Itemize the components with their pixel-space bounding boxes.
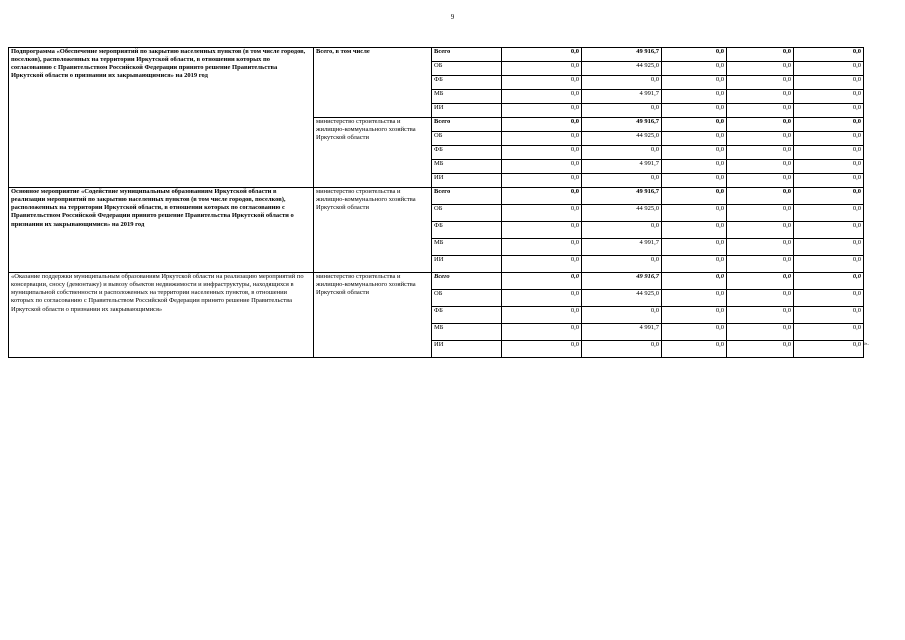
funding-amount: 0,0 [794,341,864,358]
funding-source: МБ [432,239,502,256]
table-row [9,188,864,205]
funding-amount: 0,0 [662,205,727,222]
funding-amount: 0,0 [662,104,727,118]
funding-amount: 0,0 [794,48,864,62]
responsible-executor: министерство строительства и жилищно-коммунального хозяйства Иркутской области [314,273,432,358]
funding-amount: 0,0 [582,76,662,90]
funding-amount: 4 991,7 [582,239,662,256]
funding-source: ФБ [432,222,502,239]
funding-amount: 0,0 [582,341,662,358]
funding-amount: 0,0 [794,132,864,146]
funding-amount: 0,0 [502,239,582,256]
funding-amount: 0,0 [794,222,864,239]
funding-amount: 0,0 [662,307,727,324]
funding-source: ИИ [432,256,502,273]
funding-amount: 0,0 [794,174,864,188]
funding-source: Всего [432,118,502,132]
funding-amount: 0,0 [582,307,662,324]
funding-amount: 0,0 [727,222,794,239]
funding-amount: 0,0 [727,62,794,76]
funding-amount: 49 916,7 [582,48,662,62]
funding-source: Всего [432,188,502,205]
funding-amount: 0,0 [502,76,582,90]
funding-amount: 0,0 [727,132,794,146]
funding-source: ОБ [432,62,502,76]
funding-amount: 0,0 [662,132,727,146]
funding-amount: 0,0 [794,239,864,256]
funding-amount: 0,0 [727,188,794,205]
funding-amount: 0,0 [662,239,727,256]
funding-amount: 4 991,7 [582,160,662,174]
funding-amount: 44 925,0 [582,290,662,307]
funding-amount: 0,0 [662,324,727,341]
funding-amount: 0,0 [582,104,662,118]
funding-amount: 0,0 [727,76,794,90]
funding-amount: 0,0 [727,146,794,160]
responsible-executor: Всего, в том числе [314,48,432,118]
funding-amount: 0,0 [502,104,582,118]
funding-amount: 0,0 [502,118,582,132]
funding-amount: 0,0 [794,62,864,76]
funding-source: ИИ [432,174,502,188]
funding-amount: 0,0 [794,256,864,273]
funding-amount: 0,0 [502,222,582,239]
funding-amount: 0,0 [794,76,864,90]
funding-source: Всего [432,48,502,62]
funding-amount: 0,0 [727,90,794,104]
funding-amount: 0,0 [794,104,864,118]
funding-amount: 49 916,7 [582,118,662,132]
funding-amount: 0,0 [502,307,582,324]
funding-amount: 0,0 [662,48,727,62]
funding-source: ИИ [432,341,502,358]
funding-amount: 0,0 [727,273,794,290]
funding-amount: 0,0 [662,341,727,358]
funding-amount: 4 991,7 [582,90,662,104]
funding-source: ФБ [432,307,502,324]
funding-amount: 0,0 [794,273,864,290]
funding-amount: 0,0 [727,307,794,324]
funding-amount: 0,0 [582,174,662,188]
measure-description: «Оказание поддержки муниципальным образованиям Иркутской области на реализацию мероприятий по консервации, сносу (демонтажу) и вывозу объектов недвижимости и инфраструктуры, находящихся в муниципальной собственности и расположенных на территории населенных пунктов, в отношении которых по согласованию с Правительством Российской Федерации принято решение Правительства Иркутской области о признании их закрывающимися» [9,273,314,358]
funding-source: ИИ [432,104,502,118]
funding-amount: 49 916,7 [582,188,662,205]
funding-amount: 0,0 [662,76,727,90]
funding-amount: 0,0 [794,324,864,341]
funding-amount: 0,0 [662,174,727,188]
budget-table [8,47,864,358]
table-row [9,273,864,290]
funding-amount: 0,0 [727,160,794,174]
funding-amount: 0,0 [582,256,662,273]
funding-amount: 4 991,7 [582,324,662,341]
funding-amount: 0,0 [502,324,582,341]
closing-quote-mark: ». [864,340,869,347]
funding-amount: 0,0 [502,188,582,205]
funding-amount: 0,0 [727,104,794,118]
funding-source: МБ [432,324,502,341]
funding-amount: 0,0 [662,146,727,160]
funding-source: МБ [432,90,502,104]
funding-source: Всего [432,273,502,290]
funding-source: ОБ [432,290,502,307]
funding-source: ОБ [432,205,502,222]
funding-amount: 0,0 [727,256,794,273]
funding-source: ОБ [432,132,502,146]
funding-amount: 0,0 [502,62,582,76]
funding-amount: 0,0 [662,90,727,104]
funding-amount: 0,0 [794,290,864,307]
funding-amount: 0,0 [502,290,582,307]
funding-amount: 0,0 [794,307,864,324]
funding-amount: 0,0 [727,290,794,307]
funding-amount: 44 925,0 [582,132,662,146]
funding-amount: 0,0 [794,205,864,222]
funding-amount: 0,0 [502,273,582,290]
funding-amount: 0,0 [662,222,727,239]
funding-amount: 49 916,7 [582,273,662,290]
funding-amount: 0,0 [662,160,727,174]
funding-amount: 0,0 [662,118,727,132]
page-number: 9 [450,13,455,21]
funding-source: ФБ [432,76,502,90]
table-row [9,48,864,62]
responsible-executor: министерство строительства и жилищно-коммунального хозяйства Иркутской области [314,118,432,188]
funding-amount: 0,0 [727,48,794,62]
funding-amount: 0,0 [794,90,864,104]
funding-amount: 0,0 [502,341,582,358]
funding-amount: 0,0 [727,118,794,132]
funding-amount: 0,0 [727,205,794,222]
funding-amount: 0,0 [662,256,727,273]
funding-amount: 0,0 [502,146,582,160]
funding-amount: 0,0 [794,188,864,205]
funding-amount: 0,0 [794,146,864,160]
funding-amount: 44 925,0 [582,62,662,76]
funding-amount: 0,0 [662,62,727,76]
funding-amount: 0,0 [502,160,582,174]
funding-amount: 0,0 [662,290,727,307]
funding-amount: 44 925,0 [582,205,662,222]
measure-description: Подпрограмма «Обеспечение мероприятий по закрытию населенных пунктов (в том числе городов, поселков), расположенных на территории Иркутской области, в отношении которых по согласованию с Правительством Российской Федерации принято решение Правительства Иркутской области о признании их закрывающимися» на 2019 год [9,48,314,188]
responsible-executor: министерство строительства и жилищно-коммунального хозяйства Иркутской области [314,188,432,273]
funding-source: ФБ [432,146,502,160]
funding-amount: 0,0 [502,48,582,62]
funding-amount: 0,0 [502,132,582,146]
funding-amount: 0,0 [794,118,864,132]
funding-amount: 0,0 [662,188,727,205]
funding-amount: 0,0 [582,146,662,160]
measure-description: Основное мероприятие «Содействие муниципальным образованиям Иркутской области в реализации мероприятий по закрытию населенных пунктов (в том числе городов, поселков), расположенных на территории Иркутской области, в отношении которых по согласованию с Правительством Российской Федерации принято решение Правительства Иркутской области о признании их закрывающимися» на 2019 год [9,188,314,273]
funding-amount: 0,0 [727,174,794,188]
funding-amount: 0,0 [727,324,794,341]
funding-amount: 0,0 [727,239,794,256]
funding-amount: 0,0 [582,222,662,239]
funding-amount: 0,0 [662,273,727,290]
funding-amount: 0,0 [502,174,582,188]
funding-amount: 0,0 [502,256,582,273]
funding-amount: 0,0 [794,160,864,174]
funding-amount: 0,0 [502,90,582,104]
funding-amount: 0,0 [727,341,794,358]
funding-amount: 0,0 [502,205,582,222]
funding-source: МБ [432,160,502,174]
